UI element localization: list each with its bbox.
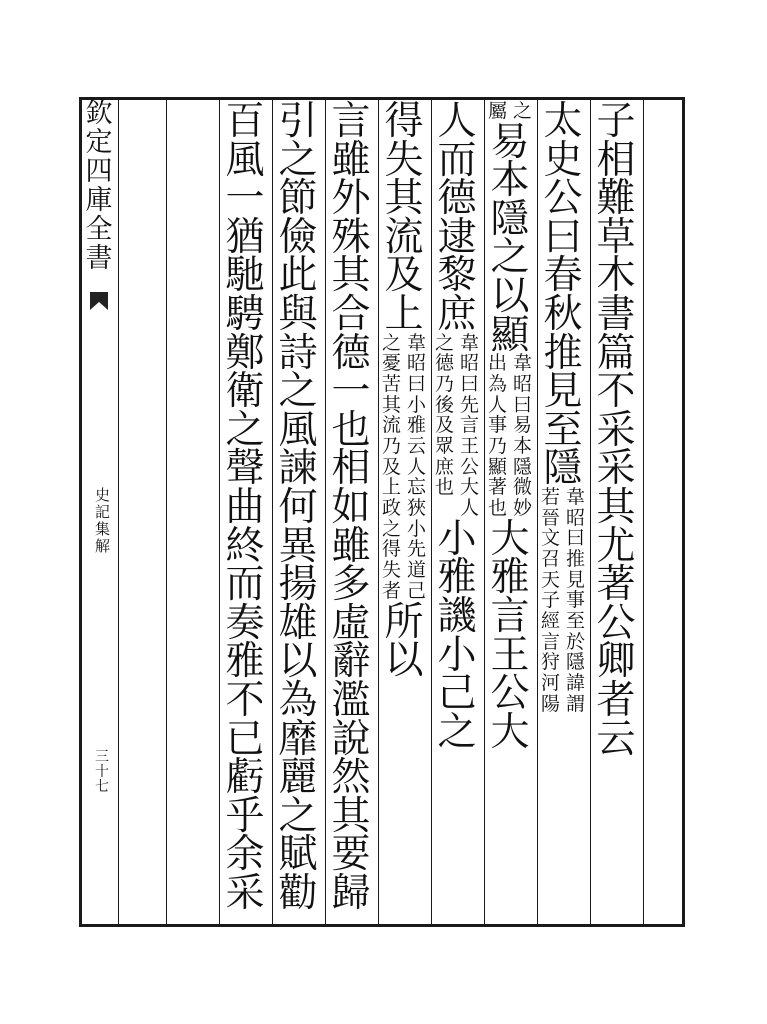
book-title [86, 100, 113, 274]
column-rule [643, 97, 644, 927]
main-text [384, 99, 424, 337]
character: 也 [434, 476, 454, 499]
character: 大 [490, 516, 530, 562]
character: 詩 [278, 330, 318, 376]
character: 欽 [85, 98, 113, 129]
character: 虧 [225, 755, 265, 801]
character: 易 [513, 414, 533, 437]
character: 昭 [566, 506, 586, 529]
character: 乃 [487, 435, 507, 457]
character: 者 [381, 579, 401, 602]
main-text [437, 99, 477, 337]
character: 難 [596, 176, 636, 222]
character: 者 [596, 677, 636, 723]
character: 聲 [225, 446, 265, 492]
character: 德 [331, 330, 371, 376]
character: 謂 [566, 692, 586, 715]
character: 靡 [278, 716, 318, 762]
character: 篇 [596, 330, 636, 376]
character: 小 [407, 393, 427, 416]
character: 天 [540, 568, 560, 591]
character: 公 [490, 671, 530, 717]
text-column [594, 99, 638, 762]
character: 言 [331, 99, 371, 144]
character: 十 [95, 764, 109, 780]
character: 先 [460, 393, 480, 416]
character: 雖 [331, 523, 371, 569]
character: 公 [543, 176, 583, 222]
character: 之 [381, 517, 401, 540]
section-title [95, 488, 110, 556]
character: 秋 [543, 291, 583, 337]
character: 其 [384, 176, 424, 222]
character: 逮 [437, 214, 477, 260]
character: 王 [460, 435, 480, 457]
character: 之 [225, 407, 265, 453]
character: 其 [381, 393, 401, 416]
character: 也 [331, 407, 371, 453]
character: 曰 [543, 214, 583, 260]
character: 得 [384, 99, 424, 144]
character: 隱 [543, 446, 583, 492]
character: 昭 [407, 352, 427, 375]
character: 書 [85, 243, 113, 274]
character: 曰 [460, 372, 480, 395]
character: 經 [540, 610, 560, 633]
character: 要 [331, 832, 371, 878]
character: 乎 [225, 793, 265, 839]
character: 至 [543, 407, 583, 453]
character: 何 [278, 484, 318, 530]
character: 引 [278, 99, 318, 144]
page-number [95, 750, 109, 795]
character: 為 [487, 372, 507, 395]
character: 采 [225, 870, 265, 916]
column-rule [431, 97, 432, 927]
main-text [384, 599, 424, 684]
character: 於 [566, 630, 586, 653]
character: 此 [278, 253, 318, 299]
note-right-line [566, 485, 586, 716]
character: 隱 [490, 196, 530, 242]
character: 諫 [278, 446, 318, 492]
character: 譏 [437, 593, 477, 639]
character: 小 [437, 516, 477, 562]
character: 昭 [460, 352, 480, 375]
character: 鄭 [225, 330, 265, 376]
character: 異 [278, 523, 318, 569]
margin-strip [84, 100, 114, 326]
character: 其 [596, 484, 636, 530]
character: 本 [513, 435, 533, 457]
character: 子 [540, 589, 560, 612]
character: 隱 [513, 455, 533, 478]
character: 其 [331, 253, 371, 299]
character: 人 [460, 497, 480, 520]
character: 德 [434, 352, 454, 375]
character: 終 [225, 523, 265, 569]
character: 言 [540, 630, 560, 653]
character: 奏 [225, 600, 265, 646]
column-rule [325, 97, 326, 927]
character: 失 [384, 137, 424, 183]
character: 狹 [407, 497, 427, 520]
character: 相 [331, 446, 371, 492]
character: 騁 [225, 291, 265, 337]
note-left-line [434, 331, 454, 500]
character: 曲 [225, 484, 265, 530]
commentary-note [381, 331, 427, 603]
note-right-line [513, 354, 532, 520]
character: 事 [566, 589, 586, 612]
character: 多 [331, 562, 371, 608]
character: 所 [384, 599, 424, 645]
character: 說 [331, 716, 371, 762]
character: 以 [278, 639, 318, 685]
main-text [225, 99, 265, 916]
character: 狩 [540, 651, 560, 674]
character: 賦 [278, 832, 318, 878]
character: 韋 [513, 352, 533, 375]
character: 妙 [513, 497, 533, 520]
character: 文 [540, 527, 560, 550]
character: 言 [460, 414, 480, 437]
column-rule [219, 97, 220, 927]
note-right-line [460, 331, 480, 520]
character: 與 [278, 291, 318, 337]
character: 推 [543, 330, 583, 376]
character: 上 [384, 291, 424, 337]
character: 之 [278, 137, 318, 183]
character: 之 [278, 369, 318, 415]
character: 雅 [225, 639, 265, 685]
character: 見 [566, 568, 586, 591]
text-column [329, 99, 373, 916]
character: 外 [331, 176, 371, 222]
character: 全 [85, 214, 113, 245]
character: 采 [596, 446, 636, 492]
character: 儉 [278, 214, 318, 260]
character: 云 [596, 716, 636, 762]
character: 勸 [278, 870, 318, 916]
character: 已 [225, 716, 265, 762]
character: 史 [543, 137, 583, 183]
character: 韋 [566, 485, 586, 508]
column-rule [378, 97, 379, 927]
column-rule [166, 97, 167, 927]
character: 而 [437, 137, 477, 183]
character: 微 [513, 476, 533, 499]
character: 曰 [566, 527, 586, 550]
text-column [276, 99, 320, 916]
character: 河 [540, 672, 560, 695]
character: 言 [490, 593, 530, 639]
character: 屬 [487, 100, 507, 122]
text-column [223, 99, 267, 916]
character: 揚 [278, 562, 318, 608]
character: 曰 [513, 393, 533, 416]
character: 不 [225, 677, 265, 723]
character: 道 [407, 559, 427, 582]
column-rule [590, 97, 591, 927]
character: 憂 [381, 352, 401, 375]
character: 己 [437, 671, 477, 717]
character: 濫 [331, 677, 371, 723]
character: 之 [513, 100, 533, 122]
character: 雅 [437, 555, 477, 601]
character: 尤 [596, 523, 636, 569]
character: 後 [434, 393, 454, 416]
character: 雄 [278, 600, 318, 646]
character: 記 [95, 503, 111, 521]
character: 本 [490, 158, 530, 204]
character: 雅 [407, 414, 427, 437]
character: 失 [381, 559, 401, 582]
character: 雖 [331, 137, 371, 183]
character: 一 [225, 176, 265, 222]
character: 己 [407, 579, 427, 602]
character: 昭 [513, 372, 533, 395]
character: 采 [596, 407, 636, 453]
character: 小 [437, 632, 477, 678]
character: 召 [540, 548, 560, 570]
character: 馳 [225, 253, 265, 299]
character: 乃 [434, 372, 454, 395]
character: 先 [407, 538, 427, 561]
character: 之 [278, 793, 318, 839]
character: 云 [407, 435, 427, 457]
character: 人 [437, 99, 477, 144]
column-rule [537, 97, 538, 927]
main-text [278, 99, 318, 916]
character: 人 [487, 393, 507, 416]
text-column [487, 100, 533, 755]
character: 定 [85, 127, 113, 158]
character: 大 [490, 709, 530, 755]
character: 及 [381, 455, 401, 478]
character: 卿 [596, 639, 636, 685]
character: 流 [384, 214, 424, 260]
main-text [437, 516, 477, 755]
character: 諱 [566, 672, 586, 695]
character: 三 [95, 749, 109, 765]
character: 虛 [331, 600, 371, 646]
character: 而 [225, 562, 265, 608]
commentary-note [540, 485, 586, 716]
character: 人 [407, 455, 427, 478]
character: 雅 [490, 555, 530, 601]
character: 庶 [437, 291, 477, 337]
character: 相 [596, 137, 636, 183]
character: 公 [460, 455, 480, 478]
character: 之 [437, 709, 477, 755]
main-text [331, 99, 371, 916]
character: 春 [543, 253, 583, 299]
character: 著 [596, 562, 636, 608]
character: 大 [460, 476, 480, 499]
character: 衛 [225, 369, 265, 415]
character: 風 [225, 137, 265, 183]
character: 至 [566, 610, 586, 633]
commentary-note [434, 331, 480, 520]
character: 之 [381, 331, 401, 354]
character: 上 [381, 476, 401, 499]
character: 四 [85, 156, 113, 187]
character: 木 [596, 253, 636, 299]
text-column [434, 99, 480, 755]
note-left-line [488, 354, 507, 520]
character: 公 [596, 600, 636, 646]
character: 庫 [85, 185, 113, 216]
character: 余 [225, 832, 265, 878]
character: 見 [543, 369, 583, 415]
character: 推 [566, 548, 586, 570]
character: 顯 [487, 455, 507, 478]
character: 事 [487, 414, 507, 437]
character: 草 [596, 214, 636, 260]
character: 百 [225, 99, 265, 144]
character: 若 [540, 485, 560, 508]
character: 忘 [407, 476, 427, 499]
character: 乃 [381, 435, 401, 457]
character: 如 [331, 484, 371, 530]
character: 庶 [434, 455, 454, 478]
character: 著 [487, 476, 507, 499]
character: 辭 [331, 639, 371, 685]
main-text [490, 516, 530, 755]
text-column [540, 99, 586, 716]
note-right-line [407, 331, 427, 603]
character: 為 [278, 677, 318, 723]
commentary-note [488, 354, 532, 520]
character: 集 [95, 520, 111, 538]
fishtail-mark-icon [88, 290, 110, 312]
character: 陽 [540, 692, 560, 715]
character: 之 [490, 235, 530, 281]
character: 麗 [278, 755, 318, 801]
character: 風 [278, 407, 318, 453]
character: 及 [434, 414, 454, 437]
character: 政 [381, 497, 401, 520]
character: 王 [490, 632, 530, 678]
character: 易 [490, 119, 530, 165]
character: 苦 [381, 372, 401, 395]
character: 韋 [460, 331, 480, 354]
character: 然 [331, 755, 371, 801]
note-left-line [381, 331, 401, 603]
character: 史 [95, 486, 111, 504]
column-rule [118, 97, 119, 927]
character: 節 [278, 176, 318, 222]
character: 隱 [566, 651, 586, 674]
character: 歸 [331, 870, 371, 916]
note-left-line [540, 485, 560, 716]
character: 流 [381, 414, 401, 437]
character: 出 [487, 352, 507, 375]
column-rule [484, 97, 485, 927]
main-text [543, 99, 583, 492]
character: 其 [331, 793, 371, 839]
character: 解 [95, 537, 111, 555]
character: 韋 [407, 331, 427, 354]
text-column [381, 99, 427, 684]
character: 一 [331, 369, 371, 415]
character: 七 [95, 779, 109, 795]
character: 及 [384, 253, 424, 299]
character: 顯 [490, 312, 530, 358]
character: 不 [596, 369, 636, 415]
character: 也 [487, 497, 507, 520]
character: 太 [543, 99, 583, 144]
character: 之 [434, 331, 454, 354]
character: 德 [437, 176, 477, 222]
character: 小 [407, 517, 427, 540]
character: 以 [384, 638, 424, 684]
main-text [596, 99, 636, 762]
character: 書 [596, 291, 636, 337]
character: 眾 [434, 435, 454, 457]
character: 曰 [407, 372, 427, 395]
character: 子 [596, 99, 636, 144]
character: 殊 [331, 214, 371, 260]
character: 晉 [540, 506, 560, 529]
character: 猶 [225, 214, 265, 260]
character: 合 [331, 291, 371, 337]
character: 以 [490, 274, 530, 320]
column-rule [272, 97, 273, 927]
character: 黎 [437, 253, 477, 299]
character: 得 [381, 538, 401, 561]
main-text [490, 119, 530, 358]
